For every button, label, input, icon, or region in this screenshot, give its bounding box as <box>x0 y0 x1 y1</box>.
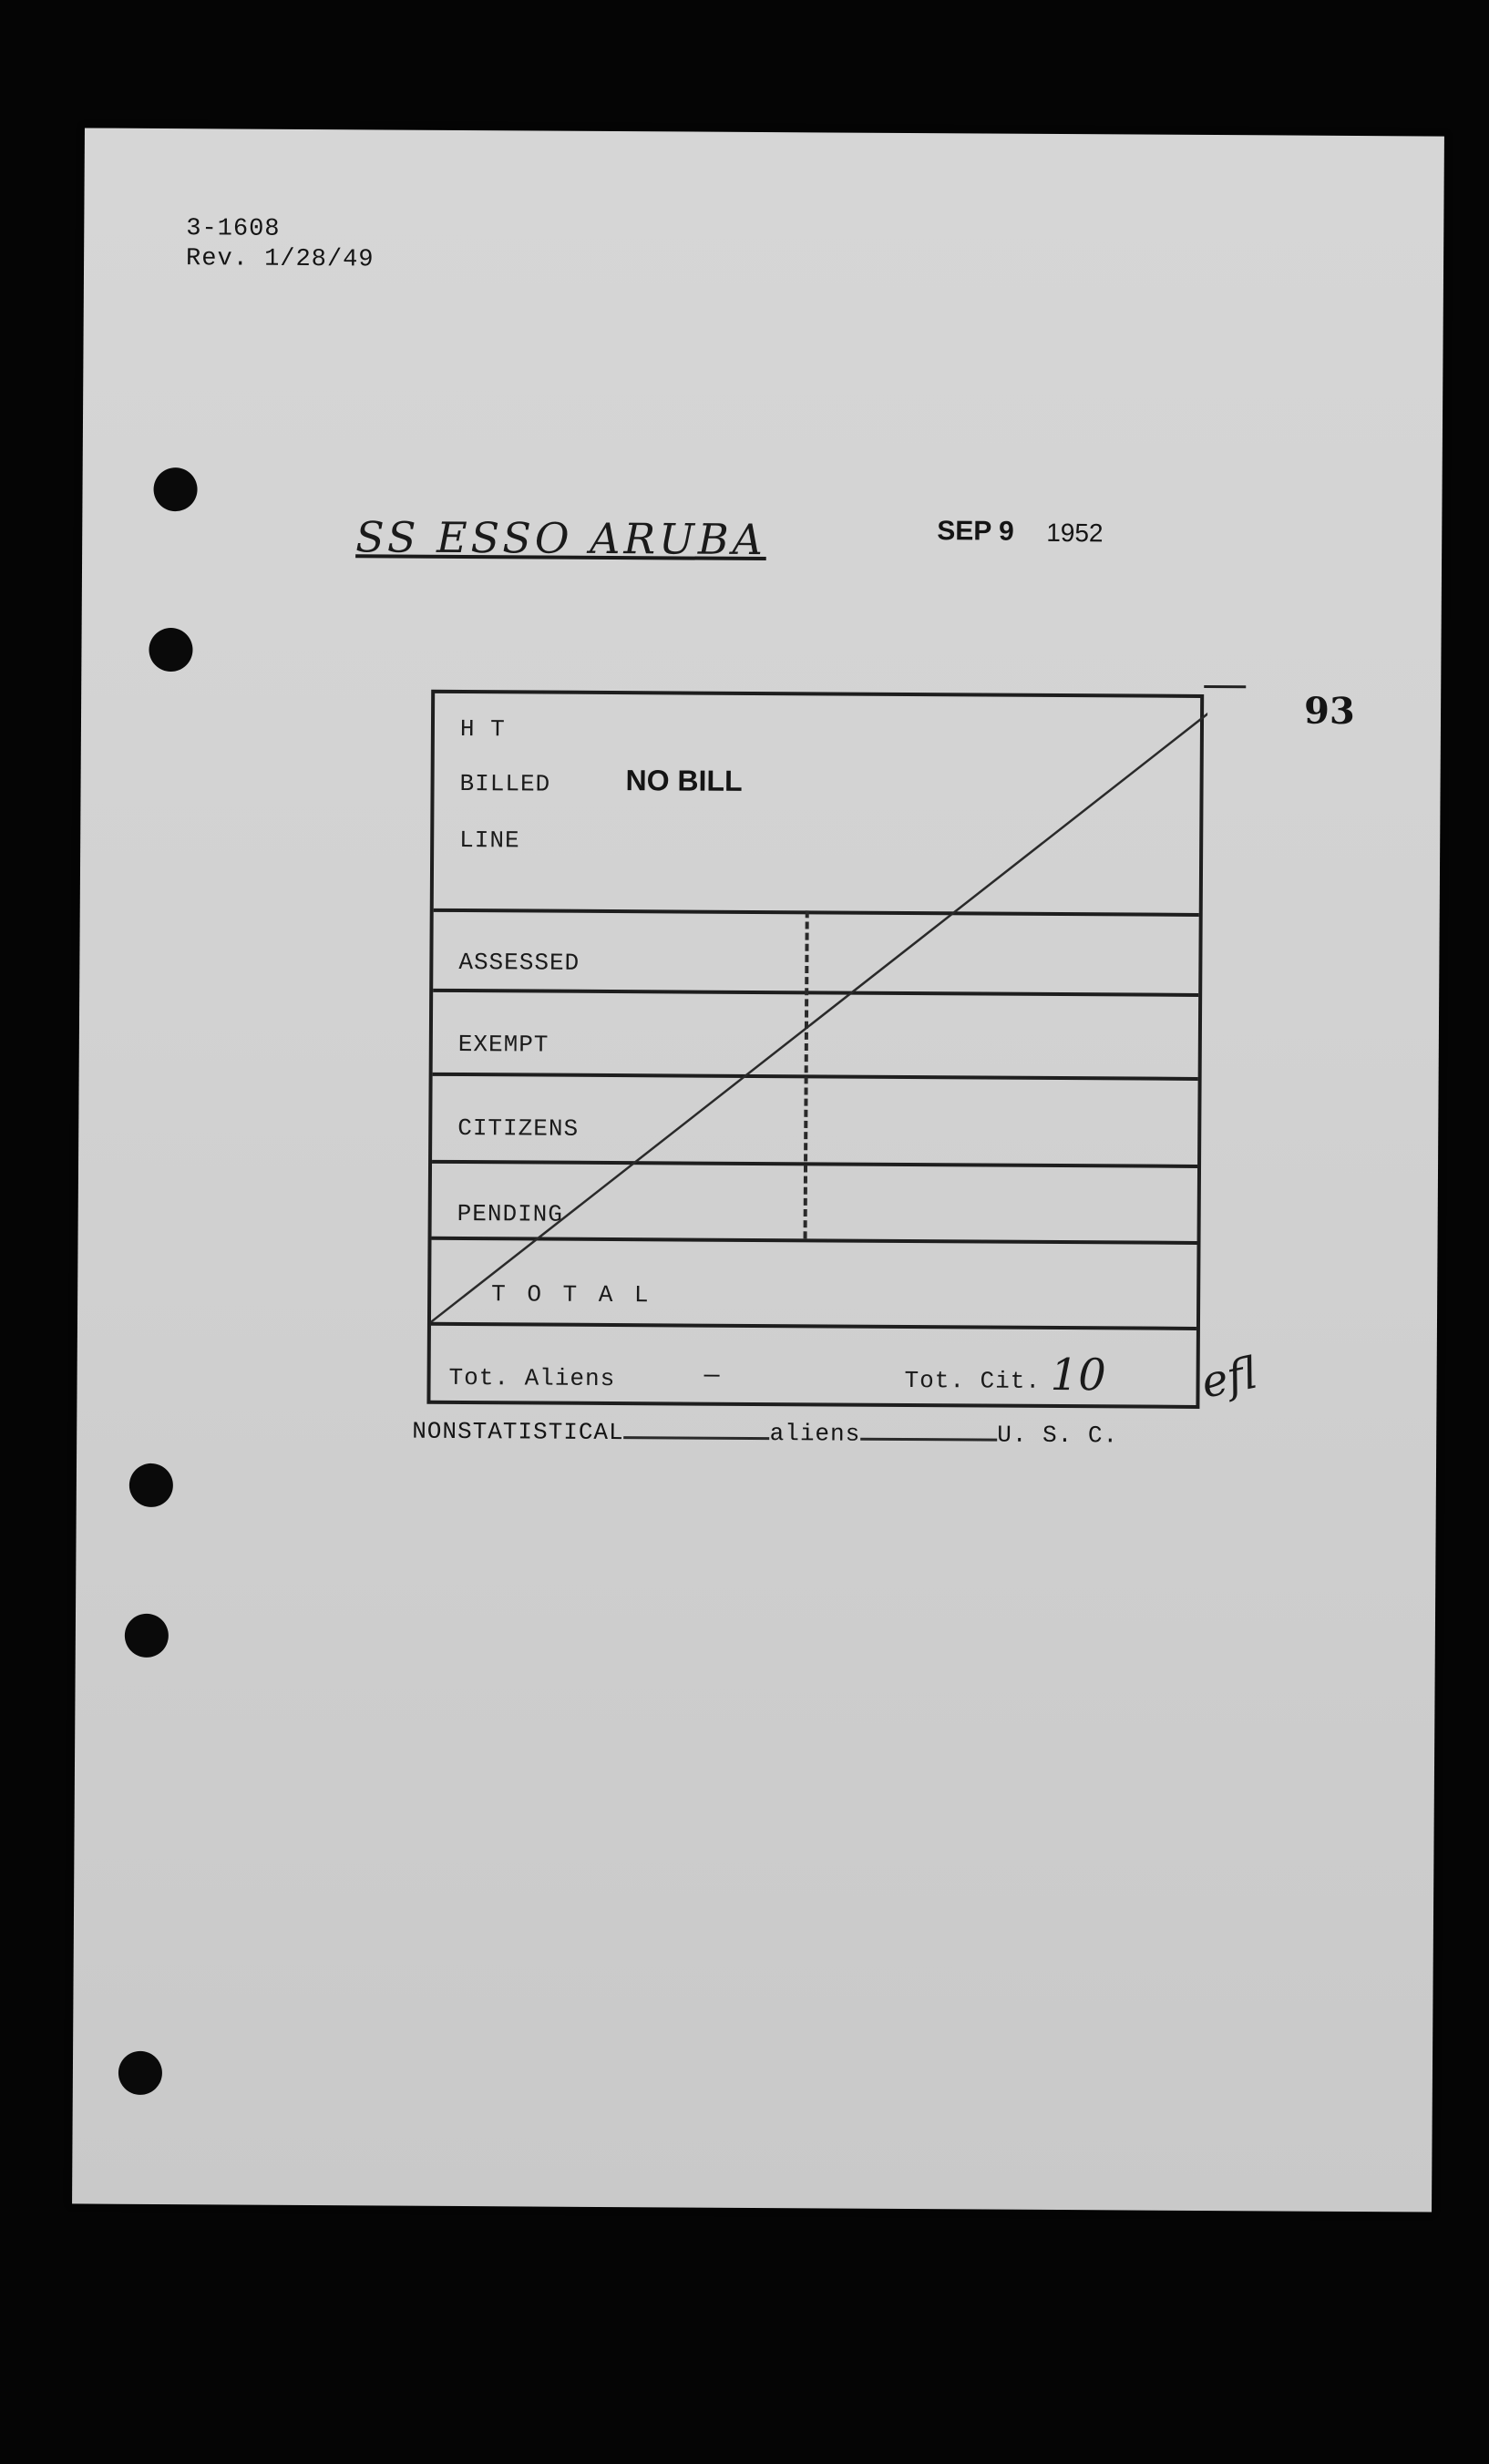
tot-aliens-label: Tot. Aliens <box>448 1363 616 1393</box>
year-stamp: 1952 <box>1046 518 1104 548</box>
line-label: LINE <box>459 826 520 855</box>
date-stamp: SEP 9 <box>937 516 1014 547</box>
punch-hole <box>129 1463 173 1507</box>
ht-label: H T <box>459 714 506 744</box>
vessel-name: SS ESSO ARUBA <box>355 512 767 565</box>
nonstat-label: NONSTATISTICAL <box>412 1417 624 1447</box>
punch-hole <box>125 1614 169 1658</box>
dash-mark <box>1204 685 1246 688</box>
page-number: 93 <box>1303 689 1355 733</box>
initials: efl <box>1196 1347 1262 1409</box>
assessed-label: ASSESSED <box>458 948 580 977</box>
document-page <box>72 128 1444 2212</box>
exempt-label: EXEMPT <box>457 1030 549 1059</box>
tot-cit-label: Tot. Cit. <box>904 1366 1042 1395</box>
blank-line <box>860 1418 997 1442</box>
pending-label: PENDING <box>457 1199 564 1228</box>
revision-text: Rev. 1/28/49 <box>186 245 375 274</box>
total-label: T O T A L <box>491 1280 652 1309</box>
aliens-label: aliens <box>769 1420 861 1448</box>
cancel-slash <box>430 693 1207 1412</box>
tot-aliens-value: — <box>703 1361 720 1391</box>
billed-label: BILLED <box>459 769 551 798</box>
tot-cit-value: 10 <box>1050 1349 1106 1401</box>
tally-form <box>426 690 1204 1409</box>
usc-label: U. S. C. <box>997 1421 1119 1450</box>
form-code: 3-1608 <box>186 215 281 243</box>
citizens-label: CITIZENS <box>457 1114 580 1143</box>
punch-hole <box>153 467 197 511</box>
blank-line <box>624 1416 770 1440</box>
punch-hole <box>118 2051 162 2095</box>
nonstat-line <box>412 1415 1118 1450</box>
punch-hole <box>149 628 192 672</box>
no-bill-stamp: NO BILL <box>625 764 743 797</box>
